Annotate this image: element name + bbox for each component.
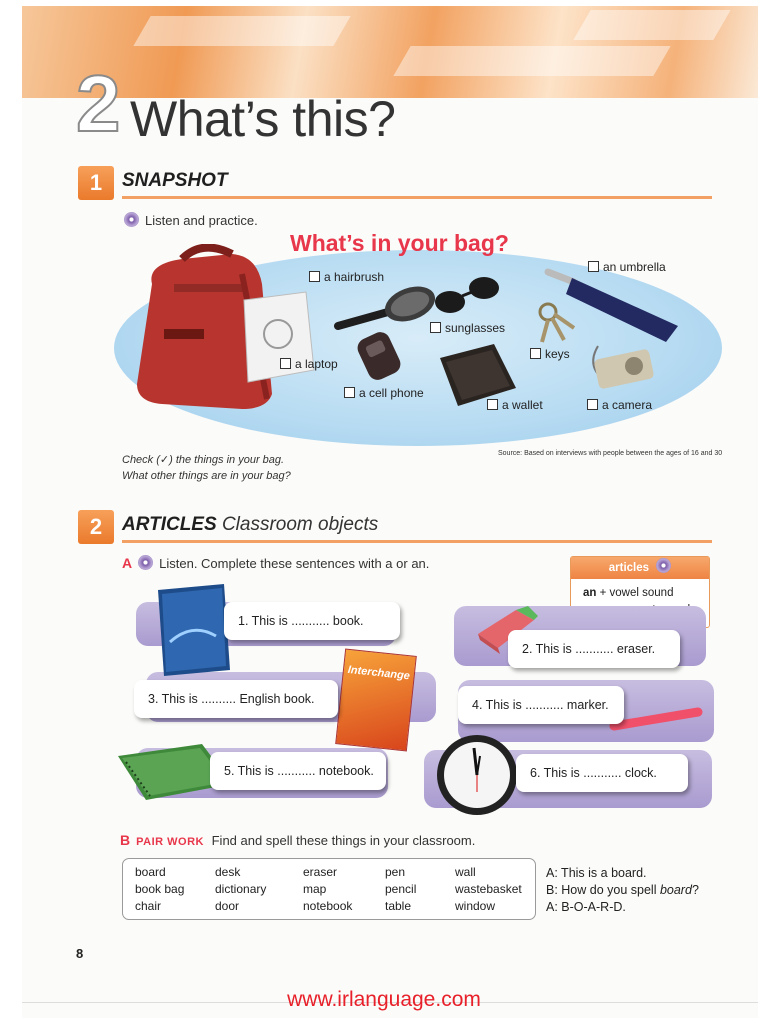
word: chair: [135, 899, 162, 913]
item-umbrella: an umbrella: [588, 260, 666, 274]
item-cell-phone: a cell phone: [344, 386, 424, 400]
sentence-4: 4. This is ........... marker.: [458, 686, 624, 724]
sentence-5: 5. This is ........... notebook.: [210, 752, 386, 790]
audio-cd-icon[interactable]: [656, 558, 671, 573]
item-sunglasses: sunglasses: [430, 321, 505, 335]
dialog-line-3: A: B-O-A-R-D.: [546, 900, 626, 914]
item-camera: a camera: [587, 398, 652, 412]
checkbox-wallet[interactable]: [487, 399, 498, 410]
word: dictionary: [215, 882, 267, 896]
source-note: Source: Based on interviews with people between the ages of 16 and 30: [498, 450, 723, 457]
laptop-icon: [236, 290, 316, 386]
word: notebook: [303, 899, 353, 913]
section-rule: [122, 540, 712, 543]
checkbox-keys[interactable]: [530, 348, 541, 359]
item-wallet: a wallet: [487, 398, 543, 412]
word: board: [135, 865, 166, 879]
sentence-3: 3. This is .......... English book.: [134, 680, 338, 718]
section-snapshot-header: [78, 166, 712, 200]
unit-number: 2: [76, 59, 121, 148]
word: eraser: [303, 865, 338, 879]
camera-icon: [584, 336, 664, 396]
page-number: 8: [76, 946, 84, 961]
word: window: [455, 899, 496, 913]
section-title: ARTICLES Classroom objects: [122, 514, 379, 535]
dialog-line-2: B: How do you spell board?: [546, 883, 699, 897]
word: wall: [455, 865, 476, 879]
header-banner: [22, 6, 758, 98]
item-hairbrush: a hairbrush: [309, 270, 384, 284]
dialog-line-1: A: This is a board.: [546, 866, 647, 880]
snapshot-headline: What’s in your bag?: [290, 230, 509, 256]
sentence-2: 2. This is ........... eraser.: [508, 630, 680, 668]
book-icon: [152, 582, 234, 678]
unit-title: What’s this?: [130, 91, 396, 147]
item-keys: keys: [530, 347, 570, 361]
checkbox-sunglasses[interactable]: [430, 322, 441, 333]
item-laptop: a laptop: [280, 357, 338, 371]
sentence-6: 6. This is ........... clock.: [516, 754, 688, 792]
check-note: Check (✓) the things in your bag.: [122, 454, 285, 466]
website-watermark[interactable]: www.irlanguage.com: [287, 988, 481, 1011]
section-articles-header: [78, 510, 712, 544]
audio-cd-icon[interactable]: [124, 212, 139, 227]
word: book bag: [135, 882, 185, 896]
checkbox-camera[interactable]: [587, 399, 598, 410]
word-list-box: [122, 858, 536, 920]
word: pencil: [385, 882, 417, 896]
word: door: [215, 899, 240, 913]
word: pen: [385, 865, 406, 879]
sunglasses-icon: [432, 268, 504, 318]
hairbrush-icon: [334, 282, 438, 334]
checkbox-umbrella[interactable]: [588, 261, 599, 272]
part-a-instruction: A Listen. Complete these sentences with a or an.: [122, 555, 430, 571]
word: table: [385, 899, 412, 913]
articles-box-heading: articles: [571, 557, 709, 579]
clock-icon: [434, 732, 520, 818]
other-things-note: What other things are in your bag?: [122, 470, 291, 482]
cell-phone-icon: [354, 328, 414, 384]
audio-cd-icon[interactable]: [138, 555, 153, 570]
section-number: 1: [78, 166, 114, 200]
word: map: [303, 882, 327, 896]
listen-instruction: Listen and practice.: [124, 212, 258, 228]
part-b-instruction: B PAIR WORK Find and spell these things in your classroom.: [120, 832, 476, 848]
umbrella-icon: [538, 264, 688, 346]
word: wastebasket: [455, 882, 522, 896]
checkbox-cell-phone[interactable]: [344, 387, 355, 398]
articles-rule-an: an + vowel sound: [583, 587, 674, 599]
section-number: 2: [78, 510, 114, 544]
english-book-icon: Interchange: [335, 648, 417, 751]
section-rule: [122, 196, 712, 199]
sentence-1: 1. This is ........... book.: [224, 602, 400, 640]
word: desk: [215, 865, 241, 879]
section-title: SNAPSHOT: [122, 170, 228, 191]
checkbox-laptop[interactable]: [280, 358, 291, 369]
checkbox-hairbrush[interactable]: [309, 271, 320, 282]
textbook-page: [22, 6, 758, 1018]
